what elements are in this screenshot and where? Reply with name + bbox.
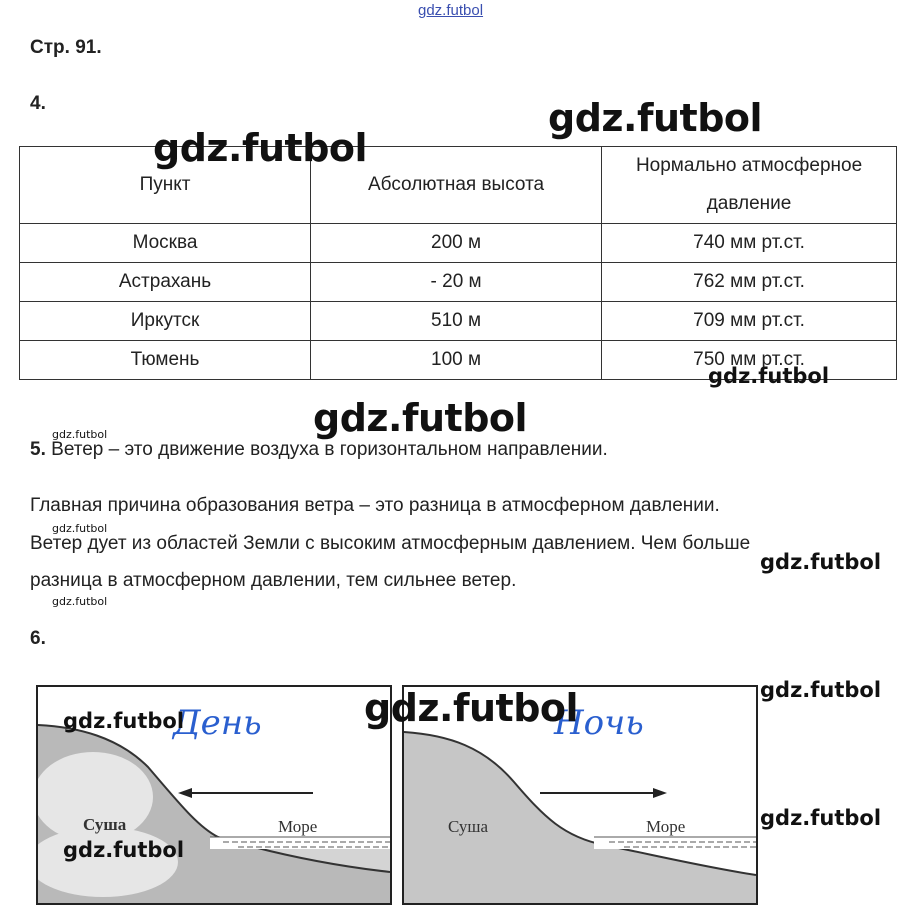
watermark-text: gdz.futbol: [52, 522, 108, 535]
table-cell: 740 мм рт.ст.: [602, 224, 897, 263]
table-header: Пункт: [20, 147, 311, 224]
task-5-line-4: разница в атмосферном давлении, тем сильнее ветер.: [30, 570, 517, 591]
day-sea-label: Море: [278, 817, 318, 836]
table-header-row: [20, 147, 897, 224]
day-label: День: [173, 703, 262, 743]
table-cell: 750 мм рт.ст.: [602, 341, 897, 380]
table-cell: Астрахань: [20, 263, 311, 302]
task-5-number: 5.: [30, 439, 46, 460]
watermark-text: gdz.futbol: [760, 678, 882, 702]
night-sea-label: Море: [646, 817, 686, 836]
task-4-number: 4.: [30, 93, 46, 114]
task-5-line-2: Главная причина образования ветра – это разница в атмосферном давлении.: [30, 495, 720, 516]
watermark-text: gdz.futbol: [364, 686, 579, 730]
day-land-label: Суша: [83, 815, 127, 834]
table-header: Абсолютная высота: [311, 147, 602, 224]
task-5-line-3: Ветер дует из областей Земли с высоким атмосферным давлением. Чем больше: [30, 533, 751, 554]
pressure-table: [19, 146, 897, 380]
table-row: [20, 263, 897, 302]
top-watermark-link[interactable]: gdz.futbol: [418, 2, 484, 19]
table-row: [20, 302, 897, 341]
table-header: [602, 147, 897, 224]
table-cell: 709 мм рт.ст.: [602, 302, 897, 341]
task-5-text: Ветер – это движение воздуха в горизонтальном направлении.: [51, 439, 608, 460]
watermark-text: gdz.futbol: [52, 595, 108, 608]
watermark-text: gdz.futbol: [760, 550, 882, 574]
watermark-text: gdz.futbol: [548, 96, 763, 140]
table-cell: Тюмень: [20, 341, 311, 380]
watermark-text: gdz.futbol: [63, 838, 185, 862]
watermark-text: gdz.futbol: [708, 364, 830, 388]
task-6-number: 6.: [30, 628, 46, 649]
table-cell: Москва: [20, 224, 311, 263]
watermark-text: gdz.futbol: [63, 709, 185, 733]
table-cell: 510 м: [311, 302, 602, 341]
header-pressure-text: Нормально атмосферное давление: [635, 155, 863, 214]
watermark-text: gdz.futbol: [313, 396, 528, 440]
night-land-label: Суша: [448, 817, 489, 836]
table-cell: - 20 м: [311, 263, 602, 302]
table-cell: 200 м: [311, 224, 602, 263]
table-cell: Иркутск: [20, 302, 311, 341]
night-label: Ночь: [554, 703, 644, 743]
watermark-text: gdz.futbol: [153, 126, 368, 170]
table-row: [20, 224, 897, 263]
watermark-text: gdz.futbol: [760, 806, 882, 830]
table-cell: 100 м: [311, 341, 602, 380]
table-cell: 762 мм рт.ст.: [602, 263, 897, 302]
page-number: Стр. 91.: [30, 37, 102, 58]
watermark-text: gdz.futbol: [52, 428, 108, 441]
